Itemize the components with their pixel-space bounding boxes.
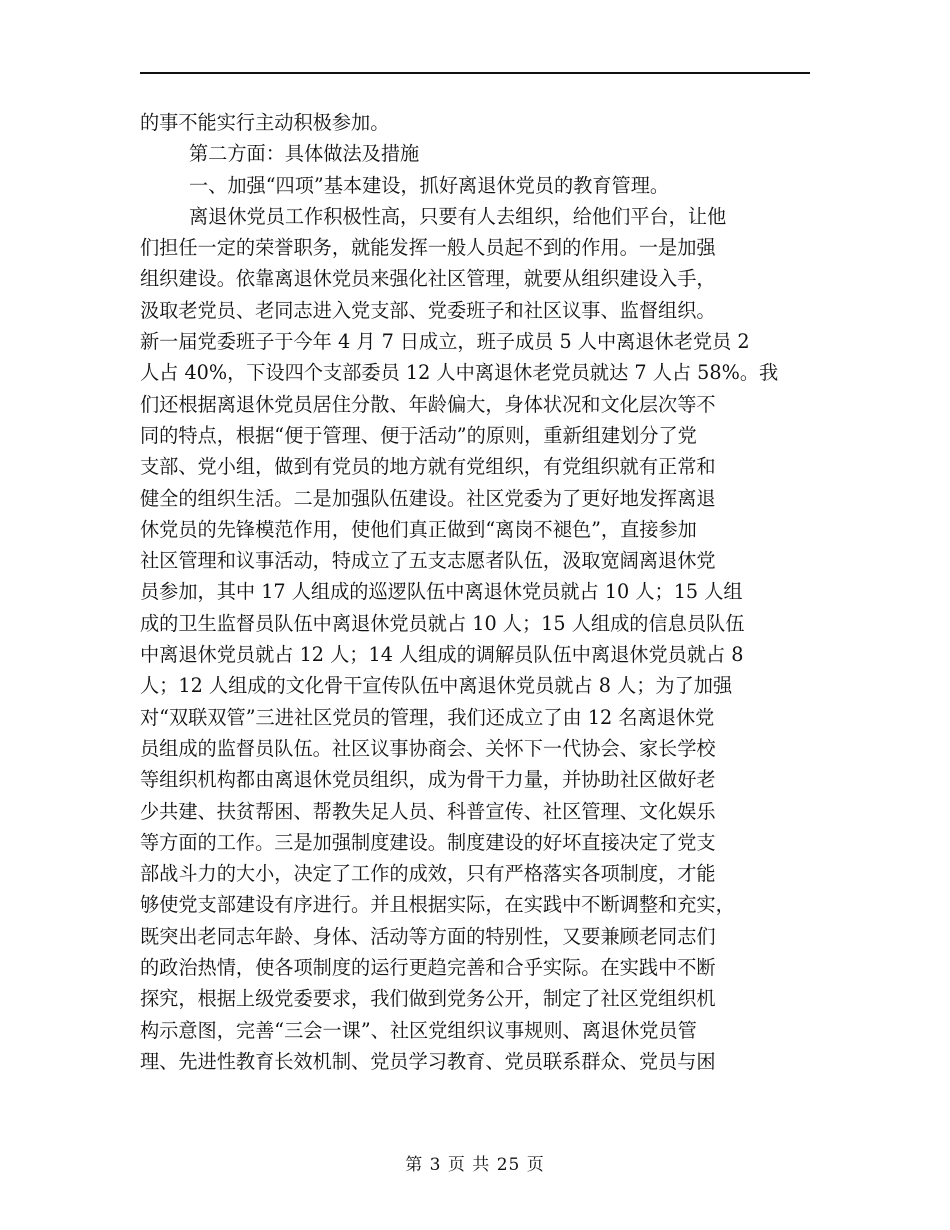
body-line: 等方面的工作。三是加强制度建设。制度建设的好坏直接决定了党支 — [140, 830, 716, 854]
body-line: 探究，根据上级党委要求，我们做到党务公开，制定了社区党组织机 — [140, 987, 716, 1011]
body-line: 的事不能实行主动积极参加。 — [140, 111, 390, 134]
subsection-heading: 一、加强“四项”基本建设，抓好离退休党员的教育管理。 — [189, 173, 670, 197]
body-line: 部战斗力的大小，决定了工作的成效，只有严格落实各项制度，才能 — [140, 862, 716, 886]
body-line: 们担任一定的荣誉职务，就能发挥一般人员起不到的作用。一是加强 — [140, 236, 716, 260]
body-line: 等组织机构都由离退休党员组织，成为骨干力量，并协助社区做好老 — [140, 768, 716, 792]
body-line: 理、先进性教育长效机制、党员学习教育、党员联系群众、党员与困 — [140, 1049, 716, 1073]
page-number-footer: 第 3 页 共 25 页 — [405, 1155, 545, 1175]
section-heading: 第二方面：具体做法及措施 — [189, 142, 420, 166]
body-line: 中离退休党员就占 12 人；14 人组成的调解员队伍中离退休党员就占 8 — [140, 643, 744, 667]
body-line: 支部、党小组，做到有党员的地方就有党组织，有党组织就有正常和 — [140, 455, 716, 479]
body-line: 的政治热情，使各项制度的运行更趋完善和合乎实际。在实践中不断 — [140, 956, 716, 980]
body-line: 人；12 人组成的文化骨干宣传队伍中离退休党员就占 8 人；为了加强 — [140, 674, 733, 698]
body-line: 既突出老同志年龄、身体、活动等方面的特别性，又要兼顾老同志们 — [140, 924, 716, 948]
body-line: 够使党支部建设有序进行。并且根据实际，在实践中不断调整和充实， — [140, 893, 735, 917]
body-line: 汲取老党员、老同志进入党支部、党委班子和社区议事、监督组织。 — [140, 298, 716, 322]
body-line: 员参加，其中 17 人组成的巡逻队伍中离退休党员就占 10 人；15 人组 — [140, 580, 743, 604]
body-line: 人占 40%，下设四个支部委员 12 人中离退休老党员就达 7 人占 58%。我 — [140, 361, 779, 385]
body-line: 健全的组织生活。二是加强队伍建设。社区党委为了更好地发挥离退 — [140, 486, 716, 510]
body-line: 成的卫生监督员队伍中离退休党员就占 10 人；15 人组成的信息员队伍 — [140, 611, 745, 635]
body-line: 同的特点，根据“便于管理、便于活动”的原则，重新组建划分了党 — [140, 423, 697, 447]
body-line: 构示意图，完善“三会一课”、社区党组织议事规则、离退休党员管 — [140, 1018, 697, 1042]
body-line: 休党员的先锋模范作用，使他们真正做到“离岗不褪色”，直接参加 — [140, 517, 697, 541]
body-line: 员组成的监督员队伍。社区议事协商会、关怀下一代协会、家长学校 — [140, 736, 716, 760]
body-line: 新一届党委班子于今年 4 月 7 日成立，班子成员 5 人中离退休老党员 2 — [140, 330, 750, 354]
body-line: 们还根据离退休党员居住分散、年龄偏大，身体状况和文化层次等不 — [140, 392, 716, 416]
document-body — [140, 107, 810, 1077]
body-line: 少共建、扶贫帮困、帮教失足人员、科普宣传、社区管理、文化娱乐 — [140, 799, 716, 823]
header-rule — [140, 72, 810, 74]
body-line: 离退休党员工作积极性高，只要有人去组织，给他们平台，让他 — [189, 204, 727, 228]
body-line: 社区管理和议事活动，特成立了五支志愿者队伍，汲取宽阔离退休党 — [140, 549, 716, 573]
body-line: 组织建设。依靠离退休党员来强化社区管理，就要从组织建设入手， — [140, 267, 716, 291]
body-line: 对“双联双管”三进社区党员的管理，我们还成立了由 12 名离退休党 — [140, 705, 715, 729]
